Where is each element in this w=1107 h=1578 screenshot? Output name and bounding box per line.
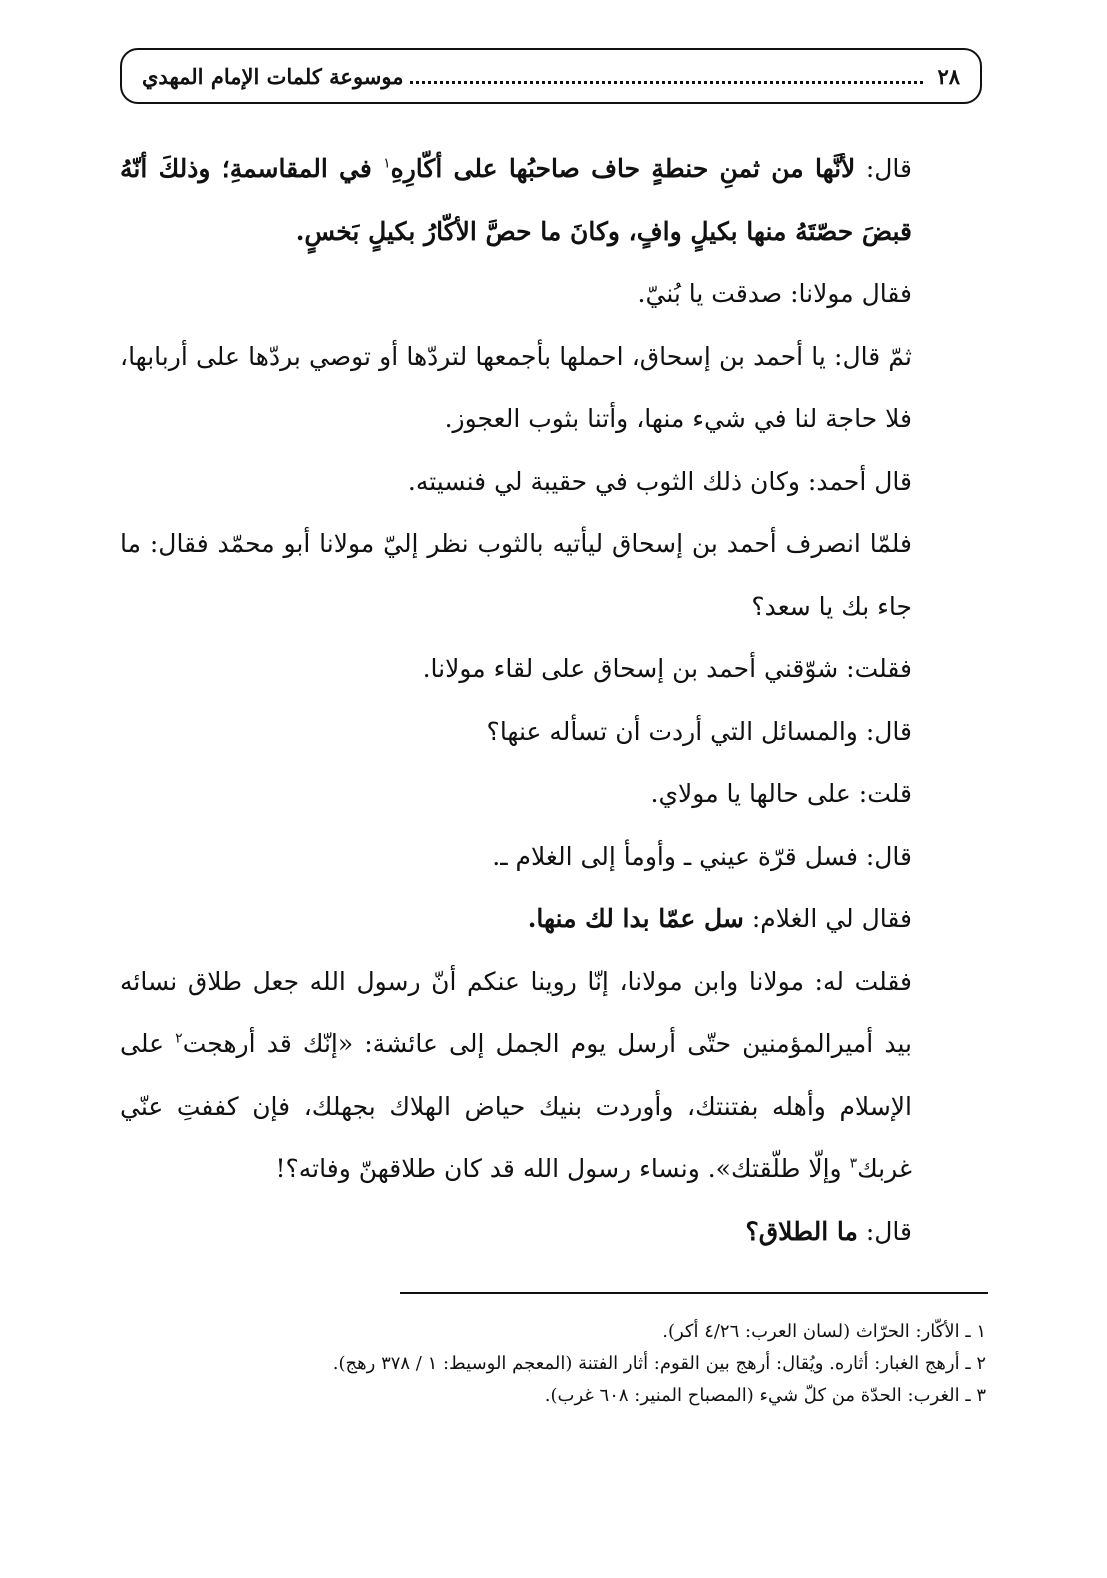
bold-quote: لأنَّها من ثمنِ حنطةٍ حاف صاحبُها على أكّارِهِ	[390, 154, 856, 183]
paragraph-8: قلت: على حالها يا مولاي.	[650, 779, 912, 808]
paragraph-3: ثمّ قال: يا أحمد بن إسحاق، احملها بأجمعها لتردّها أو توصي بردّها على أربابها، فلا حاجة لنا في شيء منها، وأتنا بثوب العجوز.	[120, 341, 912, 433]
text-segment: على الإسلام وأهله بفتنتك، وأوردت بنيك حياض الهلاك بجهلك، فإن كففتِ عنّي غربك	[120, 1029, 912, 1183]
footnote-separator	[400, 1292, 988, 1294]
paragraph-7: قال: والمسائل التي أردت أن تسأله عنها؟	[486, 716, 912, 746]
footnote-ref-3: ٣	[849, 1155, 858, 1172]
paragraph-1	[120, 138, 988, 263]
footnote-ref-2: ٢	[175, 1030, 183, 1047]
speaker-label: قال:	[855, 154, 912, 183]
footnote-2: ٢ ـ أرهج الغبار: أثاره. ويُقال: أرهج بين القوم: أثار الفتنة (المعجم الوسيط: ١ / ٣٧٨ رهج).	[332, 1353, 986, 1374]
page-number: ٢٨	[937, 63, 960, 89]
text-segment: وإلّا طلّقتك». ونساء رسول الله قد كان طلاقهنّ وفاته؟!	[275, 1154, 850, 1183]
paragraph-4: قال أحمد: وكان ذلك الثوب في حقيبة لي فنسيته.	[407, 466, 912, 496]
paragraph-5: فلمّا انصرف أحمد بن إسحاق ليأتيه بالثوب نظر إليّ مولانا أبو محمّد فقال: ما جاء بك يا سعد؟	[120, 529, 912, 621]
footnotes	[120, 1316, 986, 1412]
paragraph-2: فقال مولانا: صدقت يا بُنيّ.	[637, 279, 912, 308]
speaker-label: قال:	[857, 1216, 912, 1246]
bold-quote-continued: في المقاسمةِ؛ وذلكَ أنّهُ قبضَ حصّتَهُ منها بكيلٍ وافٍ، وكانَ ما حصَّ الأكّارُ بكيلٍ بَخسٍ.	[120, 154, 912, 246]
paragraph-12	[120, 1201, 988, 1264]
page-header	[120, 48, 982, 104]
paragraph-6: فقلت: شوّقني أحمد بن إسحاق على لقاء مولانا.	[422, 654, 912, 683]
footnote-3: ٣ ـ الغرب: الحدّة من كلّ شيء (المصباح المنير: ٦٠٨ غرب).	[544, 1385, 986, 1406]
bold-quote: سل عمّا بدا لك منها.	[527, 904, 744, 933]
main-text	[120, 138, 988, 1263]
bold-quote: ما الطلاق؟	[745, 1216, 858, 1246]
text-segment: فقلت له: مولانا وابن مولانا، إنّا روينا عنكم أنّ رسول الله جعل طلاق نسائه بيد أميرالمؤمنين حتّى أرسل يوم الجمل إلى عائشة: «إنّك قد أرهجت	[120, 966, 912, 1058]
speaker-label: فقال لي الغلام:	[743, 904, 912, 933]
footnote-1: ١ ـ الأكّار: الحرّاث (لسان العرب: ٤/٢٦ أكر).	[662, 1321, 986, 1342]
paragraph-11	[120, 951, 988, 1201]
paragraph-9: قال: فسل قرّة عيني ـ وأومأ إلى الغلام ـ.	[492, 841, 912, 871]
footnote-ref-1: ١	[383, 155, 391, 172]
header-leader-dots	[410, 81, 924, 84]
running-title: موسوعة كلمات الإمام المهدي	[142, 63, 404, 89]
paragraph-10	[120, 888, 988, 951]
